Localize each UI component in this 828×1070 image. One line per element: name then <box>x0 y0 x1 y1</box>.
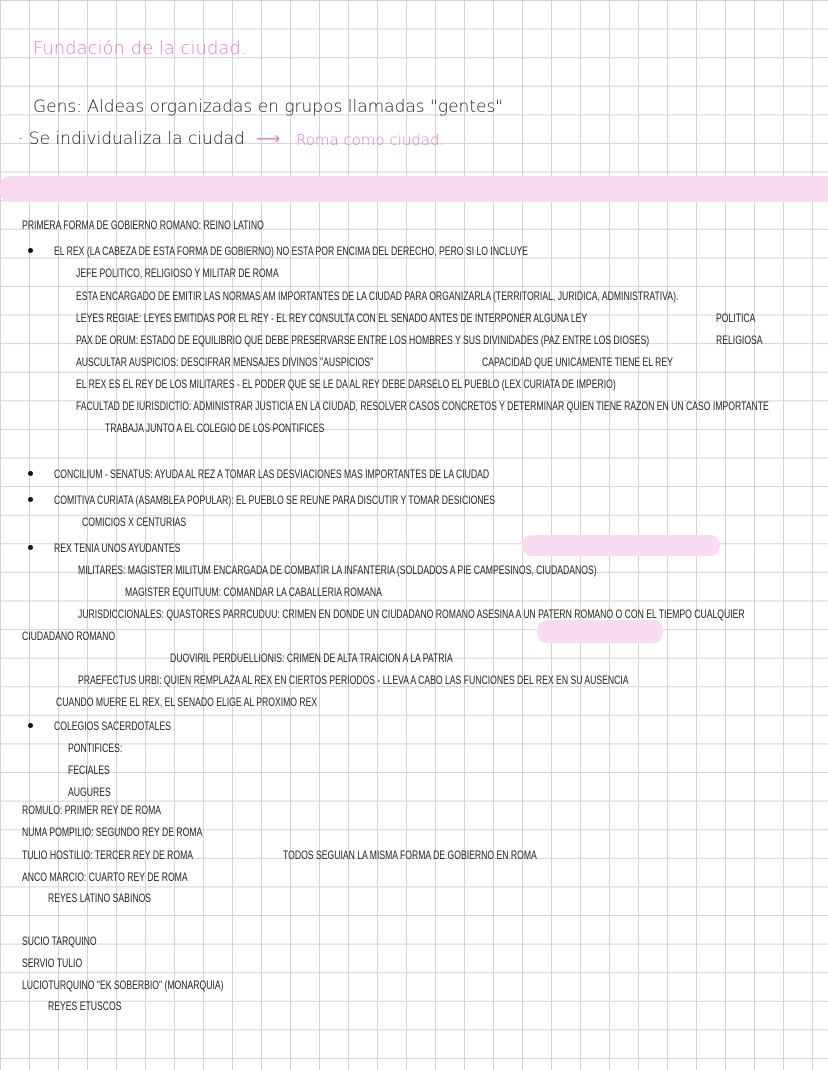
side-label: RELIGIOSA <box>716 333 763 347</box>
individualiza-line: · Se individualiza la ciudad <box>18 129 245 149</box>
note-line: DUOVIRIL PERDUELLIONIS: CRIMEN DE ALTA TRAICION A LA PATRIA <box>170 651 453 665</box>
note-line: CONCILIUM - SENATUS: AYUDA AL REZ A TOMAR LAS DESVIACIONES MAS IMPORTANTES DE LA CIUDAD <box>54 467 490 481</box>
note-line: TRABAJA JUNTO A EL COLEGIO DE LOS PONTIFICES <box>105 421 325 435</box>
note-line: MAGISTER EQUITUUM: COMANDAR LA CABALLERIA ROMANA <box>125 585 382 599</box>
note-line: SERVIO TULIO <box>22 956 83 970</box>
section-heading: PRIMERA FORMA DE GOBIERNO ROMANO: REINO LATINO <box>22 218 264 232</box>
bullet-icon <box>28 471 33 476</box>
note-line: ESTA ENCARGADO DE EMITIR LAS NORMAS AM IMPORTANTES DE LA CIUDAD PARA ORGANIZARLA (TERRITORIAL, JURIDICA, ADMINISTRATIVA). <box>76 289 679 303</box>
note-line: SUCIO TARQUINO <box>22 934 97 948</box>
arrow-icon: ⟶ <box>256 129 281 149</box>
note-line: JEFE POLITICO, RELIGIOSO Y MILITAR DE ROMA <box>76 266 279 280</box>
side-label: CAPACIDAD QUE UNICAMENTE TIENE EL REY <box>482 355 673 369</box>
note-line: REYES LATINO SABINOS <box>48 891 152 905</box>
note-line: TULIO HOSTILIO: TERCER REY DE ROMA <box>22 848 194 862</box>
header-highlight-band <box>0 176 828 202</box>
note-line: AUSCULTAR AUSPICIOS: DESCIFRAR MENSAJES DIVINOS "AUSPICIOS" <box>76 355 374 369</box>
note-line: EL REX ES EL REY DE LOS MILITARES - EL PODER QUE SE LE DA AL REY DEBE DARSELO EL PUEBLO (LEX CURIATA DE IMPERIO) <box>76 377 616 391</box>
highlight-mark <box>537 620 663 643</box>
side-note: TODOS SEGUIAN LA MISMA FORMA DE GOBIERNO EN ROMA <box>283 848 537 862</box>
note-line: LUCIOTURQUINO "EK SOBERBIO" (MONARQUIA) <box>22 978 224 992</box>
note-line: FACULTAD DE IURISDICTIO: ADMINISTRAR JUSTICIA EN LA CIUDAD, RESOLVER CASOS CONCRETOS Y DETERMINAR QUIEN TIENE RAZON EN UN CASO IMPORTANTE <box>76 399 769 413</box>
note-line: PRAEFECTUS URBI: QUIEN REMPLAZA AL REX EN CIERTOS PERIODOS - LLEVA A CABO LAS FUNCIONES DEL REX EN SU AUSENCIA <box>78 673 629 687</box>
note-line: COMITIVA CURIATA (ASAMBLEA POPULAR): EL PUEBLO SE REUNE PARA DISCUTIR Y TOMAR DESICIONES <box>54 493 496 507</box>
note-line: JURISDICCIONALES: QUASTORES PARRCUDUU: CRIMEN EN DONDE UN CIUDADANO ROMANO ASESINA A UN PATERN ROMANO O CON EL TIEMPO CUALQUIER <box>78 607 745 621</box>
roma-note: Roma como ciudad. <box>296 131 445 149</box>
note-line: LEYES REGIAE: LEYES EMITIDAS POR EL REY - EL REY CONSULTA CON EL SENADO ANTES DE INTERPONER ALGUNA LEY <box>76 311 588 325</box>
note-line: CUANDO MUERE EL REX, EL SENADO ELIGE AL PROXIMO REX <box>56 695 318 709</box>
gens-definition: Gens: Aldeas organizadas en grupos llamadas "gentes" <box>33 97 504 117</box>
note-line: COMICIOS X CENTURIAS <box>82 515 187 529</box>
note-line: REYES ETUSCOS <box>48 999 122 1013</box>
note-line: ANCO MARCIO: CUARTO REY DE ROMA <box>22 870 188 884</box>
note-line: COLEGIOS SACERDOTALES <box>54 719 171 733</box>
note-line: CIUDADANO ROMANO <box>22 629 116 643</box>
bullet-icon <box>28 248 33 253</box>
highlight-mark <box>522 535 720 556</box>
note-line: ROMULO: PRIMER REY DE ROMA <box>22 803 162 817</box>
note-line: PAX DE ORUM: ESTADO DE EQUILIBRIO QUE DEBE PRESERVARSE ENTRE LOS HOMBRES Y SUS DIVINIDADES (PAZ ENTRE LOS DIOSES) <box>76 333 650 347</box>
note-line: AUGURES <box>68 785 111 799</box>
note-line: EL REX (LA CABEZA DE ESTA FORMA DE GOBIERNO) NO ESTA POR ENCIMA DEL DERECHO, PERO SI LO INCLUYE <box>54 244 528 258</box>
side-label: POLITICA <box>716 311 756 325</box>
note-line: REX TENIA UNOS AYUDANTES <box>54 541 181 555</box>
note-line: NUMA POMPILIO: SEGUNDO REY DE ROMA <box>22 825 203 839</box>
bullet-icon <box>28 497 33 502</box>
note-line: PONTIFICES: <box>68 741 123 755</box>
note-line: FECIALES <box>68 763 110 777</box>
note-line: MILITARES: MAGISTER MILITUM ENCARGADA DE COMBATIR LA INFANTERIA (SOLDADOS A PIE CAMPESINOS, CIUDADANOS) <box>78 563 597 577</box>
bullet-icon <box>28 545 33 550</box>
page-title: Fundación de la ciudad. <box>33 38 247 59</box>
bullet-icon <box>28 723 33 728</box>
